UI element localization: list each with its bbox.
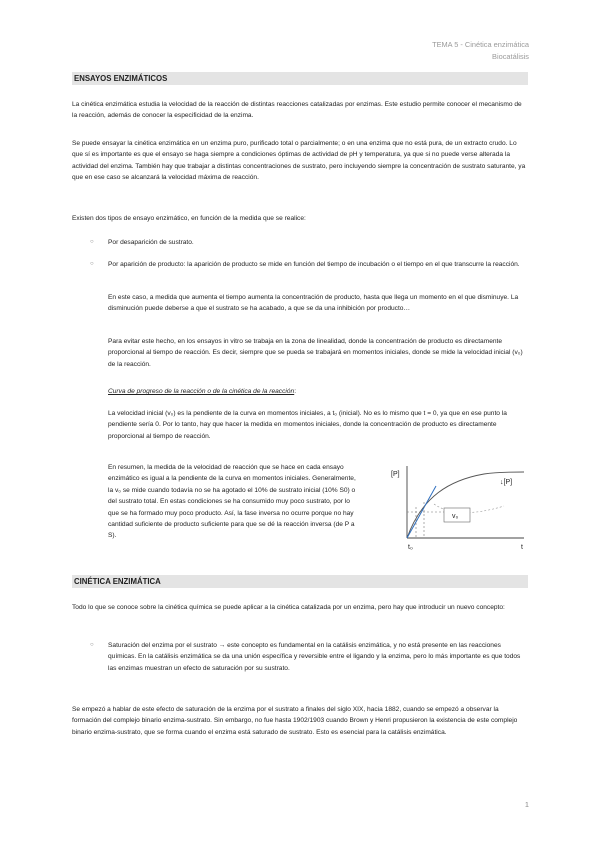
bullet-marker: ○ <box>90 642 94 648</box>
header-subject: Biocatálisis <box>492 52 529 61</box>
curva-progreso-colon: : <box>294 388 297 395</box>
v0-label: v₀ <box>452 513 459 520</box>
paragraph-resumen: En resumen, la medida de la velocidad de reacción que se hace en cada ensayo enzimático es igual a la pendiente de la curva en momentos iniciales. Generalmente, la v₀ se mide cuando todavía no se ha agotado el 10% de sustrato inicial (10% S0) o del sustrato total. En estas condiciones se ha consumido muy poco sustrato, por lo que se ha formado muy poco producto. Así, la fase inversa no ocurre porque no hay cantidad suficiente de producto suficiente para que se dé la reacción inversa (de P a S). <box>108 464 356 540</box>
bullet-aparicion-producto: Por aparición de producto: la aparición de producto se mide en función del tiempo de incubación o el tiempo en el que transcurre la reacción. <box>108 261 520 268</box>
bullet-marker: ○ <box>90 261 94 267</box>
paragraph-tipos-ensayo: Existen dos tipos de ensayo enzimático, en función de la medida que se realice: <box>72 215 306 222</box>
section-title-cinetica: CINÉTICA ENZIMÁTICA <box>72 575 528 588</box>
paragraph-cinetica-intro: Todo lo que se conoce sobre la cinética química se puede aplicar a la cinética catalizada por un enzima, pero hay que introducir un nuevo concepto: <box>72 604 505 611</box>
page-number: 1 <box>524 800 529 809</box>
bullet-saturacion: Saturación del enzima por el sustrato → este concepto es fundamental en la catálisis enzimática, y no está presente en las reacciones químicas. En la catálisis enzimática se da una unión específica y reversible entre el ligando y la enzima, pero lo más importante es que todos las enzimas muestran un efecto de saturación por su sustrato. <box>108 642 521 672</box>
bullet-marker: ○ <box>90 239 94 245</box>
curva-progreso-title: Curva de progreso de la reacción o de la cinética de la reacción <box>108 388 295 395</box>
paragraph-ensayo-condiciones: Se puede ensayar la cinética enzimática en un enzima puro, purificado total o parcialmente; o en una enzima que no está pura, de un extracto crudo. Lo que sí es importante es que el ensayo se haga siempre a condiciones óptimas de actividad de pH y temperatura, ya que si no puede verse alterada la actividad del enzima. También hay que trabajar a distintas concentraciones de sustrato, pero incluyendo siempre la concentración de sustrato saturante, ya que en ese caso se alcanzará la velocidad máxima de reacción. <box>72 140 526 182</box>
paragraph-velocidad-inicial: La velocidad inicial (v₀) es la pendiente de la curva en momentos iniciales, a t₀ (inicial). No es lo mismo que t = 0, ya que en ese punto la pendiente sería 0. Por lo tanto, hay que hacer la medida en momentos iniciales, donde la concentración de producto es directamente proporcional al tiempo de reacción. <box>108 410 507 440</box>
paragraph-zona-linealidad: Para evitar este hecho, en los ensayos in vitro se trabaja en la zona de linealidad, donde la concentración de producto es directamente proporcional al tiempo de reacción. Es decir, siempre que se pueda se trabajará en momentos iniciales, donde se mide la velocidad inicial (v₀) de la reacción. <box>108 338 523 368</box>
t0-label: t₀ <box>408 544 413 551</box>
paragraph-aumento-producto: En este caso, a medida que aumenta el tiempo aumenta la concentración de producto, hasta que llega un momento en el que disminuye. La disminución puede deberse a que el sustrato se ha acabado, a que se da una inhibición por producto… <box>108 294 519 313</box>
bullet-desaparicion-sustrato: Por desaparición de sustrato. <box>108 239 194 246</box>
t-axis-label: t <box>521 544 523 551</box>
header-topic: TEMA 5 - Cinética enzimática <box>432 40 529 49</box>
paragraph-historia: Se empezó a hablar de este efecto de saturación de la enzima por el sustrato a finales del siglo XIX, hacia 1882, cuando se empezó a observar la formación del complejo binario enzima-sustrato. Sin embargo, no fue hasta 1902/1903 cuando Brown y Henri propusieron la existencia de este complejo binario enzima-sustrato, que se forma cuando el enzima está saturado de sustrato. Esto es esencial para la catálisis enzimática. <box>72 706 518 736</box>
section-title-ensayos: ENSAYOS ENZIMÁTICOS <box>72 72 528 85</box>
p-axis-label: [P] <box>391 471 400 478</box>
curva-progreso-heading <box>108 386 528 397</box>
paragraph-intro: La cinética enzimática estudia la velocidad de la reacción de distintas reacciones catalizadas por enzimas. Este estudio permite conocer el mecanismo de la reacción, además de conocer la especificidad de la enzima. <box>72 101 522 120</box>
p-decrease-label: ↓[P] <box>500 479 513 486</box>
progress-curve-diagram <box>364 458 532 554</box>
